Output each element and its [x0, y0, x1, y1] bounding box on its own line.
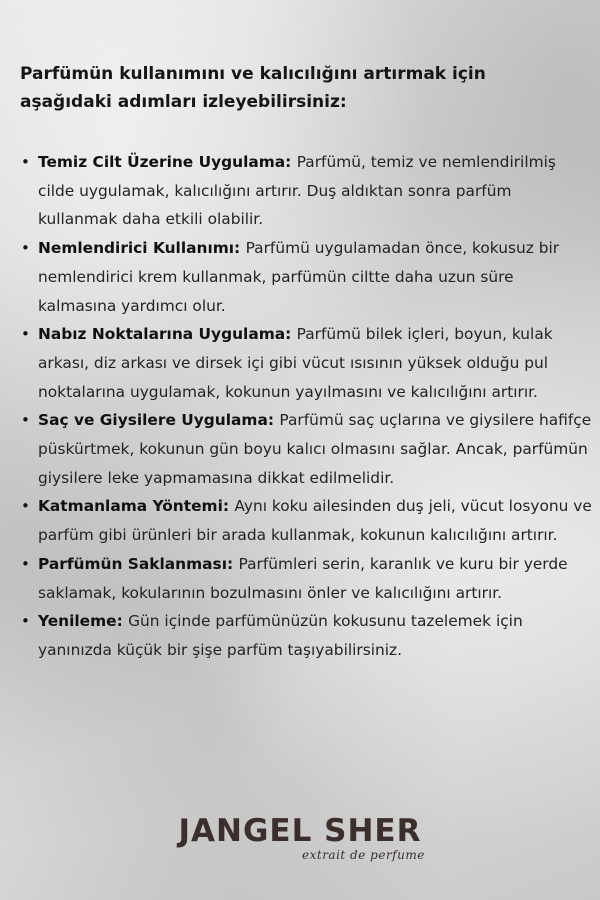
- tip-title: Nemlendirici Kullanımı:: [38, 239, 246, 258]
- tip-title: Katmanlama Yöntemi:: [38, 497, 235, 516]
- tip-text: Gün içinde parfümünüzün kokusunu tazelemek için yanınızda küçük bir şişe parfüm taşıyabilirsiniz.: [38, 612, 523, 659]
- tip-text: Parfümü saç uçlarına ve giysilere hafifçe püskürtmek, kokunun gün boyu kalıcı olmasını sağlar. Ancak, parfümün giysilere leke yapmamasına dikkat edilmelidir.: [38, 411, 592, 487]
- list-item: [20, 406, 592, 492]
- tip-text: Parfümü uygulamadan önce, kokusuz bir nemlendirici krem kullanmak, parfümün ciltte daha uzun süre kalmasına yardımcı olur.: [38, 239, 560, 315]
- bullet-icon: •: [21, 497, 30, 516]
- bullet-icon: •: [21, 411, 30, 430]
- list-item: [20, 550, 592, 607]
- brand-tagline: extrait de perfume: [302, 848, 425, 862]
- tips-list: [20, 148, 592, 665]
- bullet-icon: •: [21, 554, 30, 573]
- tip-text: Parfümü bilek içleri, boyun, kulak arkası, diz arkası ve dirsek içi gibi vücut ısısının yüksek olduğu pul noktalarına uygulamak, kokunun yayılmasını ve kalıcılığını artırır.: [38, 325, 553, 401]
- tip-title: Parfümün Saklanması:: [38, 554, 239, 573]
- list-item: [20, 607, 592, 664]
- list-item: [20, 234, 592, 320]
- brand-logo: [0, 812, 600, 862]
- tip-title: Temiz Cilt Üzerine Uygulama:: [38, 153, 297, 171]
- tip-title: Saç ve Giysilere Uygulama:: [38, 411, 280, 430]
- tip-text: Aynı koku ailesinden duş jeli, vücut losyonu ve parfüm gibi ürünleri bir arada kullanmak, kokunun kalıcılığını artırır.: [38, 497, 592, 545]
- list-item: [20, 148, 592, 234]
- bullet-icon: •: [21, 153, 30, 171]
- list-item: [20, 320, 592, 406]
- list-item: [20, 492, 592, 549]
- tip-title: Nabız Noktalarına Uygulama:: [38, 325, 297, 344]
- tip-text: Parfümü, temiz ve nemlendirilmiş cilde uygulamak, kalıcılığını artırır. Duş aldıktan sonra parfüm kullanmak daha etkili olabilir.: [38, 153, 556, 229]
- tip-text: Parfümleri serin, karanlık ve kuru bir yerde saklamak, kokularının bozulmasını önler ve kalıcılığını artırır.: [38, 554, 568, 602]
- bullet-icon: •: [21, 612, 30, 631]
- bullet-icon: •: [21, 325, 30, 344]
- intro-heading: Parfümün kullanımını ve kalıcılığını artırmak için aşağıdaki adımları izleyebilirsiniz:: [20, 64, 486, 112]
- brand-name: JANGEL SHER: [178, 813, 422, 849]
- bullet-icon: •: [21, 239, 30, 258]
- tip-title: Yenileme:: [38, 612, 129, 631]
